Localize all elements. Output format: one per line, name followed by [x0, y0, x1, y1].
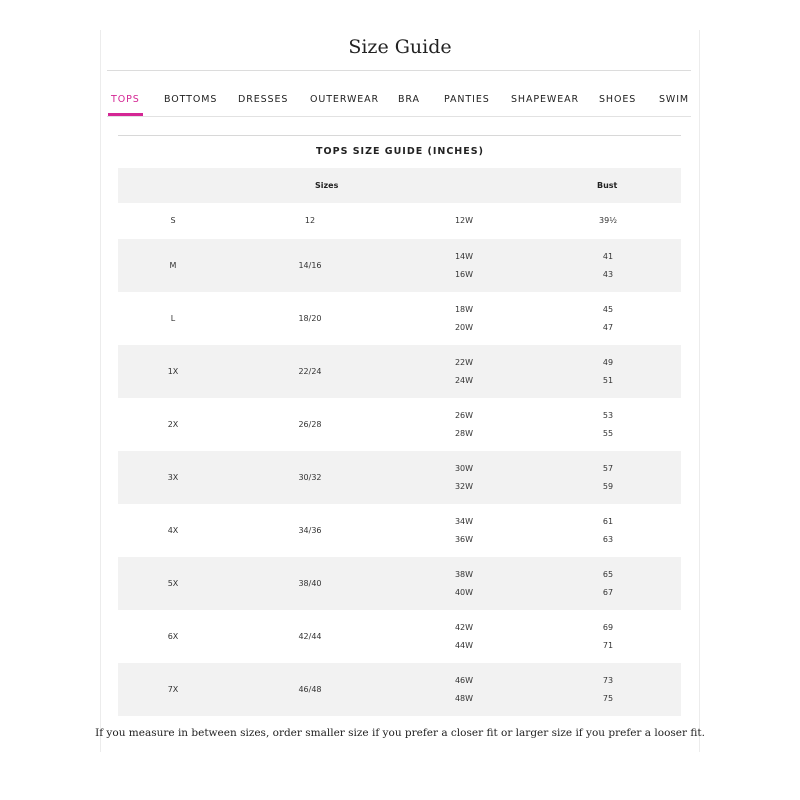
cell-value: 34/36	[298, 525, 322, 535]
cell-value: 28W	[454, 428, 474, 438]
guide-divider	[118, 135, 681, 136]
numeric-size-cell	[270, 575, 350, 593]
womens-size-cell	[424, 354, 504, 390]
cell-value: 59	[602, 481, 614, 491]
tab-panties[interactable]: PANTIES	[444, 94, 490, 105]
womens-size-cell	[424, 460, 504, 496]
size-cell	[133, 363, 213, 381]
fit-footnote: If you measure in between sizes, order smaller size if you prefer a closer fit or larger size if you prefer a looser fit.	[95, 727, 705, 739]
cell-value: 75	[602, 693, 614, 703]
cell-value: 16W	[454, 269, 474, 279]
cell-value: 22/24	[298, 366, 322, 376]
tab-outerwear[interactable]: OUTERWEAR	[310, 94, 380, 105]
cell-value: 69	[602, 622, 614, 632]
table-row	[118, 610, 681, 663]
bust-cell	[568, 301, 648, 337]
numeric-size-cell	[270, 257, 350, 275]
bust-column-header: Bust	[597, 181, 618, 190]
womens-size-cell	[424, 212, 504, 230]
cell-value: 43	[602, 269, 614, 279]
cell-value: 63	[602, 534, 614, 544]
tab-shapewear[interactable]: SHAPEWEAR	[511, 94, 579, 105]
bust-cell	[568, 460, 648, 496]
size-cell	[133, 416, 213, 434]
cell-value: 5X	[167, 578, 179, 588]
tab-tops[interactable]: TOPS	[111, 94, 140, 105]
cell-value: 14/16	[298, 260, 322, 270]
cell-value: 3X	[167, 472, 179, 482]
size-guide-title: TOPS SIZE GUIDE (INCHES)	[316, 146, 484, 157]
womens-size-cell	[424, 566, 504, 602]
cell-value: 42/44	[298, 631, 322, 641]
cell-value: 45	[602, 304, 614, 314]
table-row	[118, 239, 681, 292]
numeric-size-cell	[270, 363, 350, 381]
numeric-size-cell	[270, 681, 350, 699]
cell-value: 2X	[167, 419, 179, 429]
cell-value: 38W	[454, 569, 474, 579]
cell-value: 47	[602, 322, 614, 332]
cell-value: 55	[602, 428, 614, 438]
cell-value: 40W	[454, 587, 474, 597]
tab-shoes[interactable]: SHOES	[599, 94, 637, 105]
size-cell	[133, 310, 213, 328]
table-row	[118, 663, 681, 716]
cell-value: 67	[602, 587, 614, 597]
cell-value: L	[170, 313, 176, 323]
cell-value: 14W	[454, 251, 474, 261]
cell-value: 12W	[454, 216, 474, 225]
table-row	[118, 292, 681, 345]
size-cell	[133, 575, 213, 593]
cell-value: 30/32	[298, 472, 322, 482]
cell-value: 71	[602, 640, 614, 650]
cell-value: 30W	[454, 463, 474, 473]
tab-dresses[interactable]: DRESSES	[238, 94, 289, 105]
womens-size-cell	[424, 248, 504, 284]
table-body	[118, 203, 681, 716]
womens-size-cell	[424, 301, 504, 337]
sizes-column-header: Sizes	[315, 181, 339, 190]
table-row	[118, 451, 681, 504]
size-cell	[133, 628, 213, 646]
womens-size-cell	[424, 619, 504, 655]
cell-value: 4X	[167, 525, 179, 535]
table-row	[118, 398, 681, 451]
cell-value: 38/40	[298, 578, 322, 588]
size-cell	[133, 522, 213, 540]
cell-value: 65	[602, 569, 614, 579]
cell-value: 46W	[454, 675, 474, 685]
tab-bottoms[interactable]: BOTTOMS	[164, 94, 218, 105]
bust-cell	[568, 672, 648, 708]
cell-value: 41	[602, 251, 614, 261]
cell-value: 7X	[167, 684, 179, 694]
cell-value: 36W	[454, 534, 474, 544]
tabs-divider	[107, 116, 691, 117]
cell-value: 1X	[167, 366, 179, 376]
womens-size-cell	[424, 513, 504, 549]
cell-value: 57	[602, 463, 614, 473]
cell-value: 39½	[599, 216, 617, 225]
cell-value: 22W	[454, 357, 474, 367]
cell-value: S	[170, 216, 176, 225]
table-row	[118, 203, 681, 239]
tab-swim[interactable]: SWIM	[659, 94, 690, 105]
cell-value: 49	[602, 357, 614, 367]
size-cell	[133, 212, 213, 230]
cell-value: 20W	[454, 322, 474, 332]
cell-value: 44W	[454, 640, 474, 650]
table-row	[118, 557, 681, 610]
cell-value: 18W	[454, 304, 474, 314]
page-title: Size Guide	[348, 36, 452, 58]
table-row	[118, 504, 681, 557]
cell-value: 24W	[454, 375, 474, 385]
cell-value: 26/28	[298, 419, 322, 429]
bust-cell	[568, 354, 648, 390]
cell-value: 53	[602, 410, 614, 420]
cell-value: 6X	[167, 631, 179, 641]
size-table	[118, 168, 681, 716]
cell-value: 46/48	[298, 684, 322, 694]
cell-value: 51	[602, 375, 614, 385]
cell-value: 18/20	[298, 313, 322, 323]
bust-cell	[568, 619, 648, 655]
numeric-size-cell	[270, 469, 350, 487]
cell-value: 26W	[454, 410, 474, 420]
bust-cell	[568, 407, 648, 443]
size-cell	[133, 469, 213, 487]
bust-cell	[568, 248, 648, 284]
cell-value: 12	[304, 216, 316, 225]
cell-value: M	[169, 260, 177, 270]
numeric-size-cell	[270, 522, 350, 540]
cell-value: 73	[602, 675, 614, 685]
table-row	[118, 345, 681, 398]
cell-value: 32W	[454, 481, 474, 491]
numeric-size-cell	[270, 212, 350, 230]
numeric-size-cell	[270, 628, 350, 646]
table-header	[118, 168, 681, 203]
bust-cell	[568, 513, 648, 549]
title-divider	[107, 70, 691, 71]
cell-value: 34W	[454, 516, 474, 526]
size-cell	[133, 681, 213, 699]
numeric-size-cell	[270, 310, 350, 328]
bust-cell	[568, 212, 648, 230]
bust-cell	[568, 566, 648, 602]
womens-size-cell	[424, 672, 504, 708]
tab-bra[interactable]: BRA	[398, 94, 420, 105]
size-cell	[133, 257, 213, 275]
numeric-size-cell	[270, 416, 350, 434]
womens-size-cell	[424, 407, 504, 443]
cell-value: 61	[602, 516, 614, 526]
cell-value: 48W	[454, 693, 474, 703]
cell-value: 42W	[454, 622, 474, 632]
